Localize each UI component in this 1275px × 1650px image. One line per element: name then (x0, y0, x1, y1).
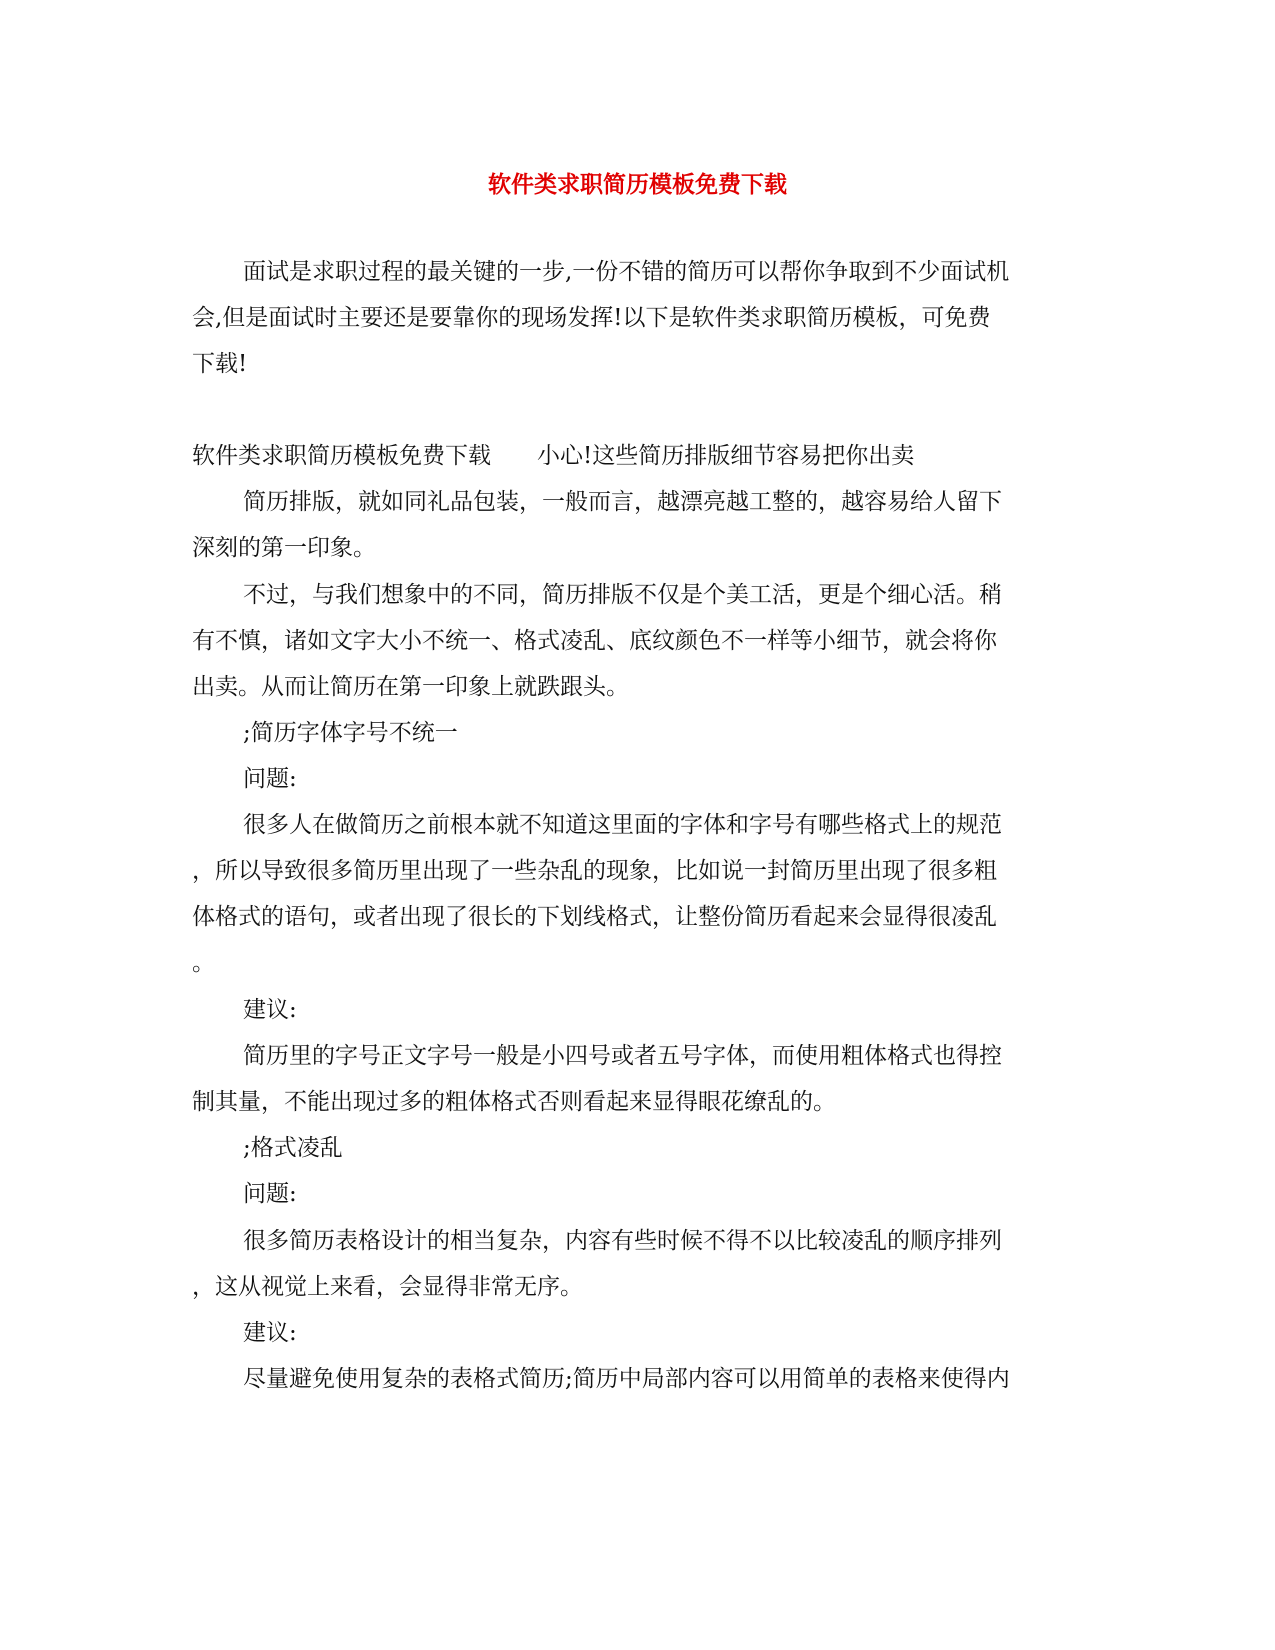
paragraph-line: 深刻的第一印象。 (192, 535, 376, 561)
paragraph-line: 很多人在做简历之前根本就不知道这里面的字体和字号有哪些格式上的规范 (243, 812, 1002, 838)
intro-line-1: 面试是求职过程的最关键的一步,一份不错的简历可以帮你争取到不少面试机 (243, 259, 1010, 285)
advice-label: 建议: (243, 997, 297, 1023)
intro-line-2: 会,但是面试时主要还是要靠你的现场发挥!以下是软件类求职简历模板，可免费 (192, 305, 991, 331)
subheading: 软件类求职简历模板免费下载 小心!这些简历排版细节容易把你出卖 (192, 443, 915, 469)
paragraph-line: 。 (192, 950, 215, 976)
paragraph-line: 不过，与我们想象中的不同，简历排版不仅是个美工活，更是个细心活。稍 (243, 582, 1002, 608)
section-heading: ;格式凌乱 (243, 1135, 343, 1161)
section-heading: ;简历字体字号不统一 (243, 720, 458, 746)
paragraph-line: 简历排版，就如同礼品包装，一般而言，越漂亮越工整的，越容易给人留下 (243, 489, 1002, 515)
paragraph-line: 有不慎，诸如文字大小不统一、格式凌乱、底纹颜色不一样等小细节，就会将你 (192, 628, 997, 654)
paragraph-line: 尽量避免使用复杂的表格式简历;简历中局部内容可以用简单的表格来使得内 (243, 1366, 1010, 1392)
problem-label: 问题: (243, 766, 297, 792)
document-title: 软件类求职简历模板免费下载 (488, 171, 787, 198)
advice-label: 建议: (243, 1320, 297, 1346)
paragraph-line: 简历里的字号正文字号一般是小四号或者五号字体，而使用粗体格式也得控 (243, 1043, 1002, 1069)
problem-label: 问题: (243, 1181, 297, 1207)
paragraph-line: 制其量，不能出现过多的粗体格式否则看起来显得眼花缭乱的。 (192, 1089, 836, 1115)
paragraph-line: ，所以导致很多简历里出现了一些杂乱的现象，比如说一封简历里出现了很多粗 (192, 858, 997, 884)
paragraph-line: 出卖。从而让简历在第一印象上就跌跟头。 (192, 674, 629, 700)
paragraph-line: 体格式的语句，或者出现了很长的下划线格式，让整份简历看起来会显得很凌乱 (192, 904, 997, 930)
paragraph-line: 很多简历表格设计的相当复杂，内容有些时候不得不以比较凌乱的顺序排列 (243, 1228, 1002, 1254)
paragraph-line: ，这从视觉上来看，会显得非常无序。 (192, 1274, 583, 1300)
intro-line-3: 下载! (192, 351, 248, 377)
